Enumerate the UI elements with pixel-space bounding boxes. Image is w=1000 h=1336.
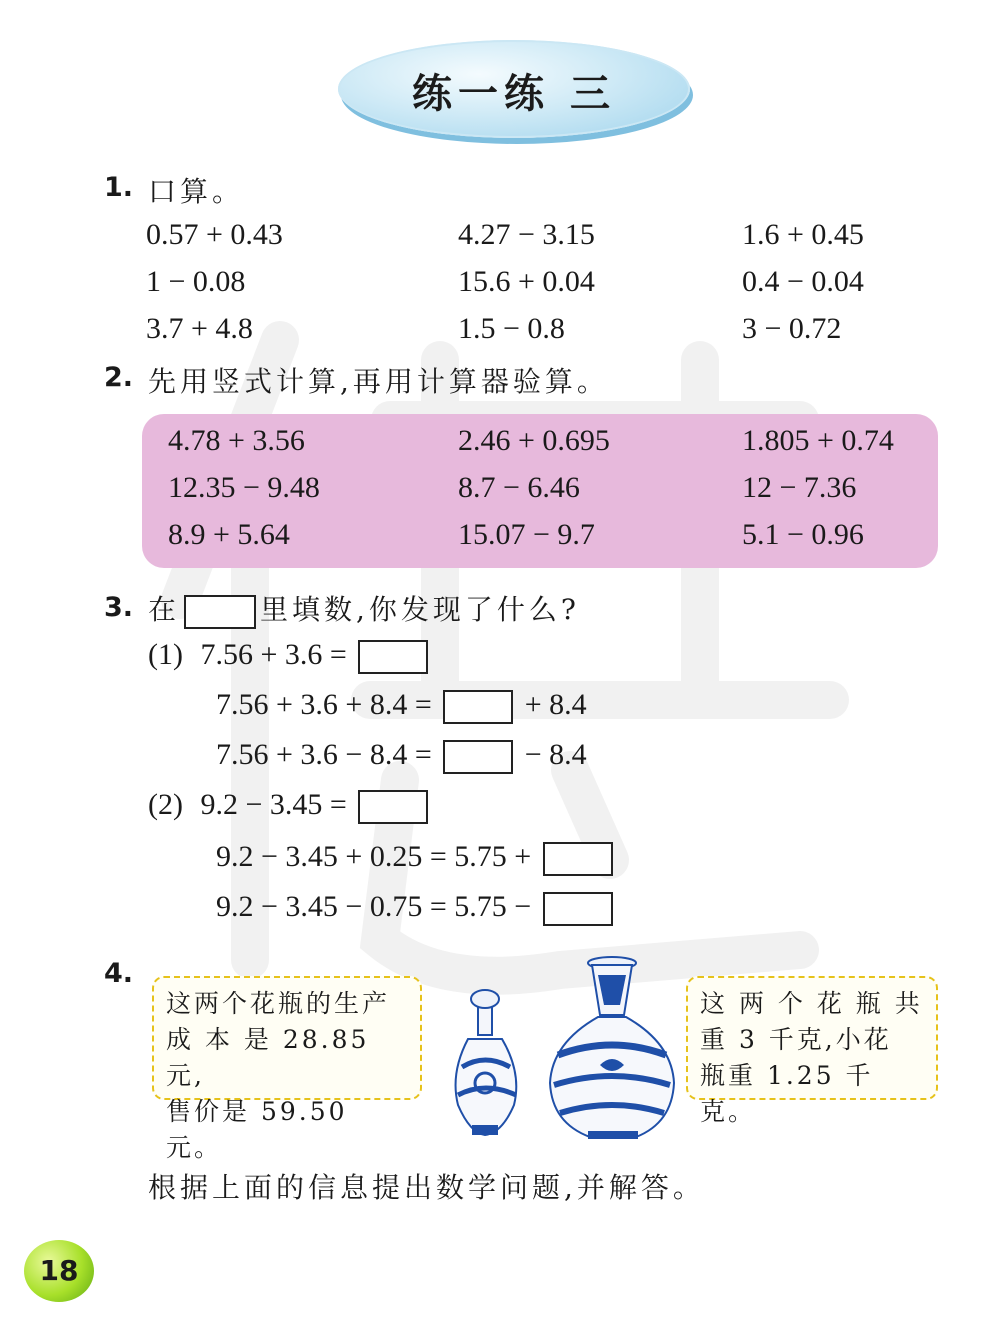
answer-box[interactable] — [358, 790, 428, 824]
answer-box[interactable] — [443, 740, 513, 774]
q1-item: 4.27 − 3.15 — [458, 218, 595, 251]
small-vase-icon — [456, 990, 517, 1135]
q3-part1-line3 — [216, 738, 587, 774]
answer-box[interactable] — [358, 640, 428, 674]
q2-instruction: 先用竖式计算,再用计算器验算。 — [148, 365, 609, 398]
info-line: 这两个花瓶的生产 — [166, 989, 391, 1018]
page-number: 18 — [39, 1254, 79, 1287]
q1-item: 0.57 + 0.43 — [146, 218, 283, 251]
q2-item: 15.07 − 9.7 — [458, 518, 595, 551]
q1-instruction: 口算。 — [148, 175, 245, 208]
q4-number: 4. — [104, 958, 134, 989]
q1-number: 1. — [104, 172, 134, 203]
q2-item: 2.46 + 0.695 — [458, 424, 610, 457]
q2-item: 4.78 + 3.56 — [168, 424, 305, 457]
info-line: 售价是 59.50 元。 — [166, 1097, 348, 1162]
page-title: 练一练 三 — [412, 71, 616, 117]
left-info-box — [152, 976, 422, 1162]
info-line: 这 两 个 花 瓶 共 — [700, 989, 923, 1018]
q2-item: 8.9 + 5.64 — [168, 518, 290, 551]
info-line: 重 3 千克,小花 — [700, 1025, 892, 1054]
q1-item: 3 − 0.72 — [742, 312, 842, 345]
q3-part1-line2 — [216, 688, 587, 724]
q3-part1-line1 — [148, 638, 432, 674]
answer-box[interactable] — [443, 690, 513, 724]
q3-number: 3. — [104, 592, 134, 623]
equation-tail: + 8.4 — [524, 688, 587, 721]
q3-text-before: 在 — [148, 593, 181, 626]
info-line: 瓶重 1.25 千克。 — [700, 1061, 874, 1126]
title-banner — [338, 40, 690, 138]
answer-box[interactable] — [543, 892, 613, 926]
q2-item: 8.7 − 6.46 — [458, 471, 580, 504]
equation-text: 9.2 − 3.45 = — [200, 788, 347, 821]
equation-tail: − 8.4 — [524, 738, 587, 771]
answer-box[interactable] — [543, 842, 613, 876]
large-vase-icon — [550, 957, 674, 1139]
q3-part2-line1 — [148, 788, 432, 824]
q1-item: 1.5 − 0.8 — [458, 312, 565, 345]
q1-item: 15.6 + 0.04 — [458, 265, 595, 298]
q3-text-after: 里填数,你发现了什么? — [260, 593, 580, 626]
info-line: 成 本 是 28.85 元, — [166, 1025, 370, 1090]
q3-instruction — [148, 588, 580, 629]
q2-item: 12.35 − 9.48 — [168, 471, 320, 504]
q1-item: 1 − 0.08 — [146, 265, 246, 298]
q3-part2-line2 — [216, 840, 617, 876]
equation-text: 7.56 + 3.6 = — [200, 638, 347, 671]
equation-text: 7.56 + 3.6 + 8.4 = — [216, 688, 432, 721]
q1-item: 3.7 + 4.8 — [146, 312, 253, 345]
answer-box — [184, 595, 256, 629]
equation-text: 9.2 − 3.45 − 0.75 = 5.75 − — [216, 890, 532, 923]
page-number-badge — [24, 1240, 94, 1302]
vases-illustration — [440, 955, 680, 1145]
q1-item: 1.6 + 0.45 — [742, 218, 864, 251]
q4-question: 根据上面的信息提出数学问题,并解答。 — [148, 1171, 705, 1204]
equation-text: 7.56 + 3.6 − 8.4 = — [216, 738, 432, 771]
q2-item: 12 − 7.36 — [742, 471, 857, 504]
equation-text: 9.2 − 3.45 + 0.25 = 5.75 + — [216, 840, 532, 873]
q2-number: 2. — [104, 362, 134, 393]
q3-part2-label: (2) — [148, 788, 183, 821]
q1-item: 0.4 − 0.04 — [742, 265, 864, 298]
q3-part2-line3 — [216, 890, 617, 926]
right-info-box — [686, 976, 938, 1126]
q2-item: 1.805 + 0.74 — [742, 424, 894, 457]
q3-part1-label: (1) — [148, 638, 183, 671]
q2-item: 5.1 − 0.96 — [742, 518, 864, 551]
